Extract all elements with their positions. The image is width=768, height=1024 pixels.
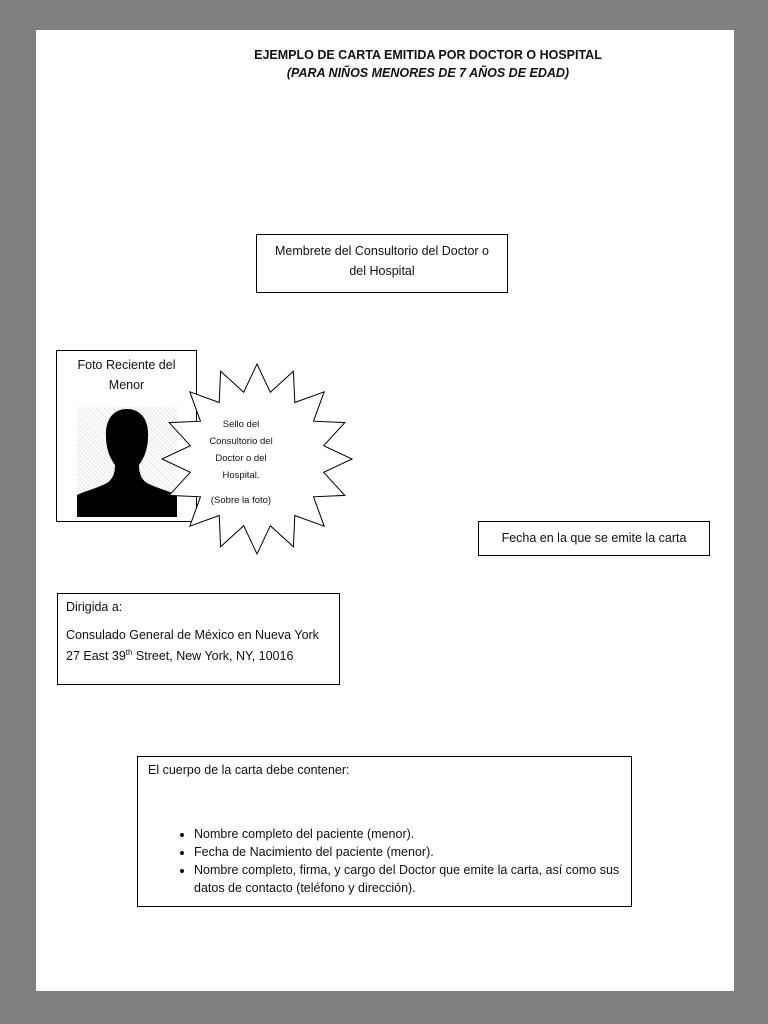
addressed-line-2: 27 East 39th Street, New York, NY, 10016 xyxy=(66,648,294,664)
seal-text-line-3: Doctor o del xyxy=(215,453,267,464)
letter-body-box xyxy=(137,756,632,907)
list-item: • Nombre completo, firma, y cargo del Doctor que emite la carta, así como sus datos de contacto (teléfono y dirección). xyxy=(194,861,621,897)
photo-label-line-1: Foto Reciente del xyxy=(77,358,176,372)
addressed-heading: Dirigida a: xyxy=(66,600,123,614)
letterhead-line-1: Membrete del Consultorio del Doctor o xyxy=(275,244,489,258)
list-item: • Nombre completo del paciente (menor). xyxy=(194,825,621,843)
seal-note: (Sobre la foto) xyxy=(210,495,272,506)
body-heading: El cuerpo de la carta debe contener: xyxy=(148,763,350,777)
photo-label-line-2: Menor xyxy=(108,378,145,392)
date-box: Fecha en la que se emite la carta xyxy=(478,521,710,556)
addressed-to-box xyxy=(57,593,340,685)
seal-text-line-1: Sello del xyxy=(222,419,260,430)
document-title: EJEMPLO DE CARTA EMITIDA POR DOCTOR O HOSPITAL xyxy=(254,48,602,62)
letterhead-line-2: del Hospital xyxy=(349,264,415,278)
list-item: • Fecha de Nacimiento del paciente (menor). xyxy=(194,843,621,861)
addressed-line-1: Consulado General de México en Nueva York xyxy=(66,628,319,642)
seal-text-line-4: Hospital. xyxy=(222,470,260,481)
document-subtitle: (PARA NIÑOS MENORES DE 7 AÑOS DE EDAD) xyxy=(286,66,570,80)
document-page xyxy=(36,30,734,991)
seal-text xyxy=(196,416,286,509)
seal-text-line-2: Consultorio del xyxy=(209,436,273,447)
letterhead-box xyxy=(256,234,508,293)
body-requirements-list xyxy=(148,825,621,897)
